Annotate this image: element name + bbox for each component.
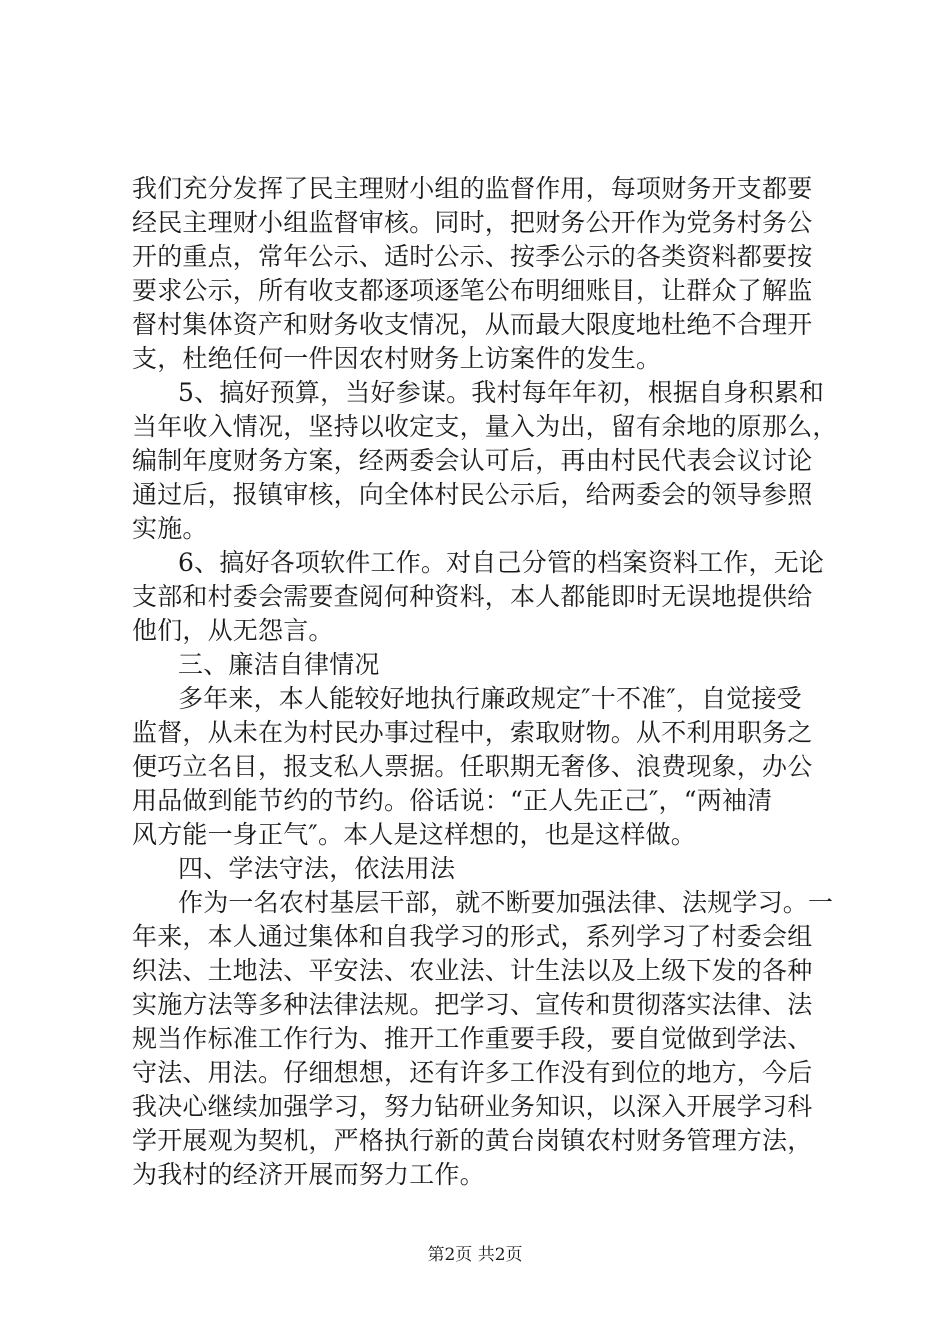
text-line: 作为一名农村基层干部，就不断要加强法律、法规学习。一 [178,888,834,917]
paragraph [132,546,832,648]
text-line: 守法、用法。仔细想想，还有许多工作没有到位的地方，今后 [132,1058,813,1087]
text-line: 支部和村委会需要查阅何种资料，本人都能即时无误地提供给 [132,582,813,611]
text-line: 要求公示，所有收支都逐项逐笔公布明细账目，让群众了解监 [132,276,813,305]
text-line: 我们充分发挥了民主理财小组的监督作用，每项财务开支都要 [132,174,813,203]
page-number-label: 第2页 共2页 [427,1245,523,1265]
paragraph [132,172,832,376]
text-line: 织法、土地法、平安法、农业法、计生法以及上级下发的各种 [132,956,813,985]
text-line: 我决心继续加强学习，努力钻研业务知识，以深入开展学习科 [132,1092,813,1121]
paragraph [132,852,832,886]
text-line: 经民主理财小组监督审核。同时，把财务公开作为党务村务公 [132,208,813,237]
text-line: 学开展观为契机，严格执行新的黄台岗镇农村财务管理方法， [132,1126,813,1155]
document-body [132,172,838,1192]
text-line: 四、学法守法，依法用法 [178,854,456,883]
paragraph [132,376,838,546]
text-line: 当年收入情况，坚持以收定支，量入为出，留有余地的原那么， [132,412,838,441]
text-line: 便巧立名目，报支私人票据。任职期无奢侈、浪费现象，办公 [132,752,813,781]
text-line: 他们，从无怨言。 [132,616,334,645]
text-line: 通过后，报镇审核，向全体村民公示后，给两委会的领导参照 [132,480,813,509]
paragraph [132,648,832,682]
page-footer [0,1244,950,1266]
text-line: 为我村的经济开展而努力工作。 [132,1160,485,1189]
paragraph [132,886,832,1192]
text-line: 多年来，本人能较好地执行廉政规定″十不准″，自觉接受 [178,684,802,713]
text-line: 开的重点，常年公示、适时公示、按季公示的各类资料都要按 [132,242,813,271]
text-line: 三、廉洁自律情况 [178,650,380,679]
text-line: 年来，本人通过集体和自我学习的形式，系列学习了村委会组 [132,922,813,951]
text-line: 5、搞好预算，当好参谋。我村每年年初，根据自身积累和 [178,378,825,407]
text-line: 监督，从未在为村民办事过程中，索取财物。从不利用职务之 [132,718,813,747]
text-line: 编制年度财务方案，经两委会认可后，再由村民代表会议讨论 [132,446,813,475]
text-line: 实施。 [132,514,208,543]
text-line: 督村集体资产和财务收支情况，从而最大限度地杜绝不合理开 [132,310,813,339]
text-line: 6、搞好各项软件工作。对自己分管的档案资料工作，无论 [178,548,825,577]
text-line: 支，杜绝任何一件因农村财务上访案件的发生。 [132,344,662,373]
text-line: 用品做到能节约的节约。俗话说：“正人先正己″，“两袖清 [132,786,773,815]
text-line: 实施方法等多种法律法规。把学习、宣传和贯彻落实法律、法 [132,990,813,1019]
text-line: 规当作标准工作行为、推开工作重要手段，要自觉做到学法、 [132,1024,813,1053]
paragraph [132,682,832,852]
text-line: 风方能一身正气″。本人是这样想的，也是这样做。 [132,820,696,849]
